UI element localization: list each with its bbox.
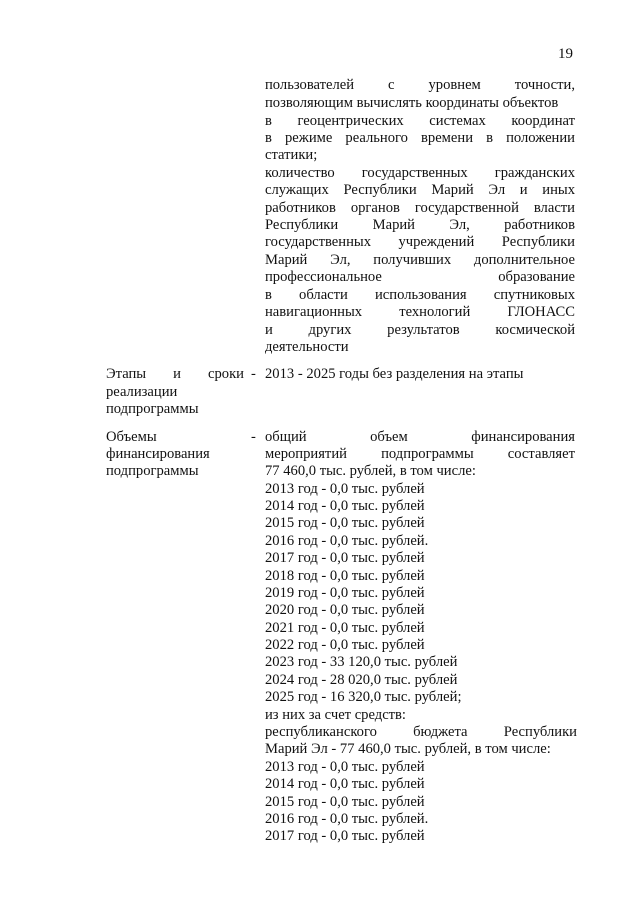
funding-line: 2017 год - 0,0 тыс. рублей [265,828,425,844]
text-line: количество государственных гражданских [265,165,575,181]
funding-line: 2021 год - 0,0 тыс. рублей [265,620,425,636]
text-line: пользователей с уровнем точности, [265,77,575,93]
funding-line: 2014 год - 0,0 тыс. рублей [265,776,425,792]
funding-line: 2025 год - 16 320,0 тыс. рублей; [265,689,462,705]
funding-label: подпрограммы [106,463,199,479]
funding-dash: - [251,429,256,445]
text-line: Республики Марий Эл, работников [265,217,575,233]
text-line: работников органов государственной власти [265,200,575,216]
funding-line: 2014 год - 0,0 тыс. рублей [265,498,425,514]
funding-line: 2015 год - 0,0 тыс. рублей [265,515,425,531]
funding-line: 77 460,0 тыс. рублей, в том числе: [265,463,476,479]
stages-label: Этапы и сроки [106,366,244,382]
funding-line: 2017 год - 0,0 тыс. рублей [265,550,425,566]
funding-line: Марий Эл - 77 460,0 тыс. рублей, в том числе: [265,741,551,757]
funding-line: мероприятий подпрограммы составляет [265,446,575,462]
funding-line: 2013 год - 0,0 тыс. рублей [265,481,425,497]
text-line: в геоцентрических системах координат [265,113,575,129]
text-line: и других результатов космической [265,322,575,338]
text-line: позволяющим вычислять координаты объектов [265,95,559,111]
funding-line: 2022 год - 0,0 тыс. рублей [265,637,425,653]
funding-line: 2015 год - 0,0 тыс. рублей [265,794,425,810]
stages-dash: - [251,366,256,382]
funding-line: 2016 год - 0,0 тыс. рублей. [265,533,429,549]
text-line: Марий Эл, получивших дополнительное [265,252,575,268]
funding-line: 2023 год - 33 120,0 тыс. рублей [265,654,458,670]
text-line: служащих Республики Марий Эл и иных [265,182,575,198]
text-line: в области использования спутниковых [265,287,575,303]
funding-label: финансирования [106,446,210,462]
funding-label: Объемы [106,429,157,445]
text-line: статики; [265,147,318,163]
funding-line: из них за счет средств: [265,707,406,723]
stages-value: 2013 - 2025 годы без разделения на этапы [265,366,524,382]
funding-line: 2013 год - 0,0 тыс. рублей [265,759,425,775]
funding-line: 2020 год - 0,0 тыс. рублей [265,602,425,618]
stages-label: подпрограммы [106,401,199,417]
text-line: в режиме реального времени в положении [265,130,575,146]
text-line: государственных учреждений Республики [265,234,575,250]
funding-line: общий объем финансирования [265,429,575,445]
page-number: 19 [558,46,573,62]
stages-label: реализации [106,384,178,400]
text-line: деятельности [265,339,349,355]
funding-line: 2024 год - 28 020,0 тыс. рублей [265,672,458,688]
funding-line: 2018 год - 0,0 тыс. рублей [265,568,425,584]
funding-line: 2019 год - 0,0 тыс. рублей [265,585,425,601]
text-line: профессиональное образование [265,269,575,285]
text-line: навигационных технологий ГЛОНАСС [265,304,575,320]
funding-line: республиканского бюджета Республики [265,724,577,740]
funding-line: 2016 год - 0,0 тыс. рублей. [265,811,429,827]
